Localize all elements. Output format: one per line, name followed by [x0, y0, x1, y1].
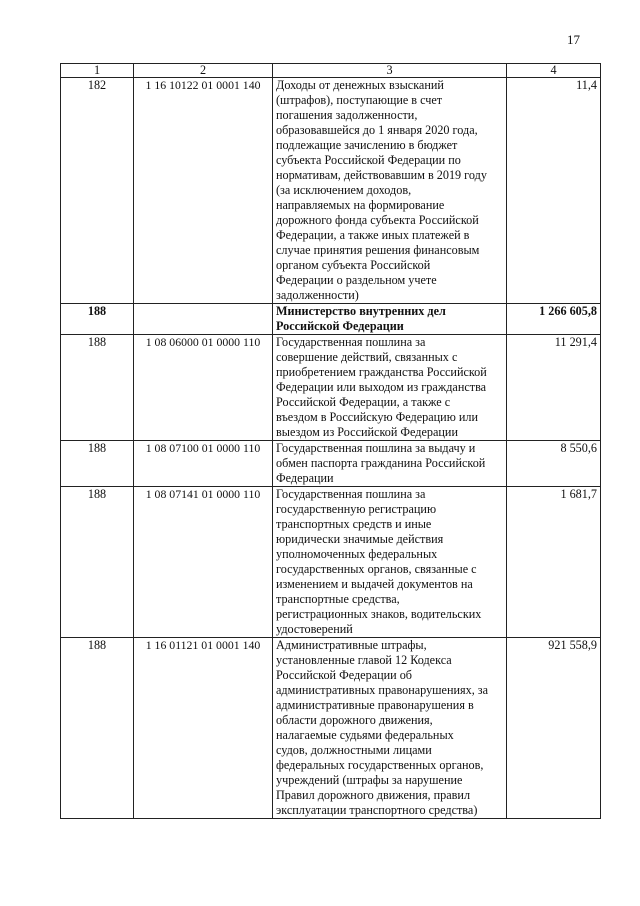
name-cell: Государственная пошлина за выдачу и обмен паспорта гражданина Российской Федерации — [273, 441, 507, 487]
sum-cell: 1 681,7 — [507, 487, 601, 638]
code-cell: 1 16 10122 01 0001 140 — [134, 78, 273, 304]
sum-cell: 11,4 — [507, 78, 601, 304]
sum-cell: 11 291,4 — [507, 335, 601, 441]
table-row — [61, 335, 601, 441]
name-cell: Государственная пошлина за государственную регистрацию транспортных средств и иные юридически значимые действия уполномоченных федеральных государственных органов, связанные с изменением и выдачей документов на транспортные средства, регистрационных знаков, водительских удостоверений — [273, 487, 507, 638]
sum-cell: 1 266 605,8 — [507, 304, 601, 335]
code-cell: 1 08 07100 01 0000 110 — [134, 441, 273, 487]
header-cell: 3 — [273, 64, 507, 78]
table-row — [61, 78, 601, 304]
code-cell: 1 08 06000 01 0000 110 — [134, 335, 273, 441]
chapter-cell: 188 — [61, 304, 134, 335]
table-row — [61, 441, 601, 487]
sum-cell: 921 558,9 — [507, 638, 601, 819]
chapter-cell: 188 — [61, 638, 134, 819]
budget-table — [60, 63, 601, 819]
header-cell: 1 — [61, 64, 134, 78]
code-cell — [134, 304, 273, 335]
chapter-cell: 188 — [61, 441, 134, 487]
table-body — [61, 78, 601, 819]
code-cell: 1 16 01121 01 0001 140 — [134, 638, 273, 819]
chapter-cell: 188 — [61, 335, 134, 441]
chapter-cell: 188 — [61, 487, 134, 638]
chapter-cell: 182 — [61, 78, 134, 304]
name-cell: Министерство внутренних дел Российской Федерации — [273, 304, 507, 335]
table-row — [61, 304, 601, 335]
table-row — [61, 487, 601, 638]
page-number: 17 — [567, 32, 580, 47]
code-cell: 1 08 07141 01 0000 110 — [134, 487, 273, 638]
header-row — [61, 64, 601, 78]
header-cell: 4 — [507, 64, 601, 78]
name-cell: Доходы от денежных взысканий (штрафов), поступающие в счет погашения задолженности, образовавшейся до 1 января 2020 года, подлежащие зачислению в бюджет субъекта Российской Федерации по нормативам, действовавшим в 2019 году (за исключением доходов, направляемых на формирование дорожного фонда субъекта Российской Федерации, а также иных платежей в случае принятия решения финансовым органом субъекта Российской Федерации о раздельном учете задолженности) — [273, 78, 507, 304]
table-row — [61, 638, 601, 819]
name-cell: Административные штрафы, установленные главой 12 Кодекса Российской Федерации об административных правонарушениях, за административные правонарушения в области дорожного движения, налагаемые судьями федеральных судов, должностными лицами федеральных государственных органов, учреждений (штрафы за нарушение Правил дорожного движения, правил эксплуатации транспортного средства) — [273, 638, 507, 819]
sum-cell: 8 550,6 — [507, 441, 601, 487]
header-cell: 2 — [134, 64, 273, 78]
name-cell: Государственная пошлина за совершение действий, связанных с приобретением гражданства Российской Федерации или выходом из гражданства Российской Федерации, а также с въездом в Российскую Федерацию или выездом из Российской Федерации — [273, 335, 507, 441]
